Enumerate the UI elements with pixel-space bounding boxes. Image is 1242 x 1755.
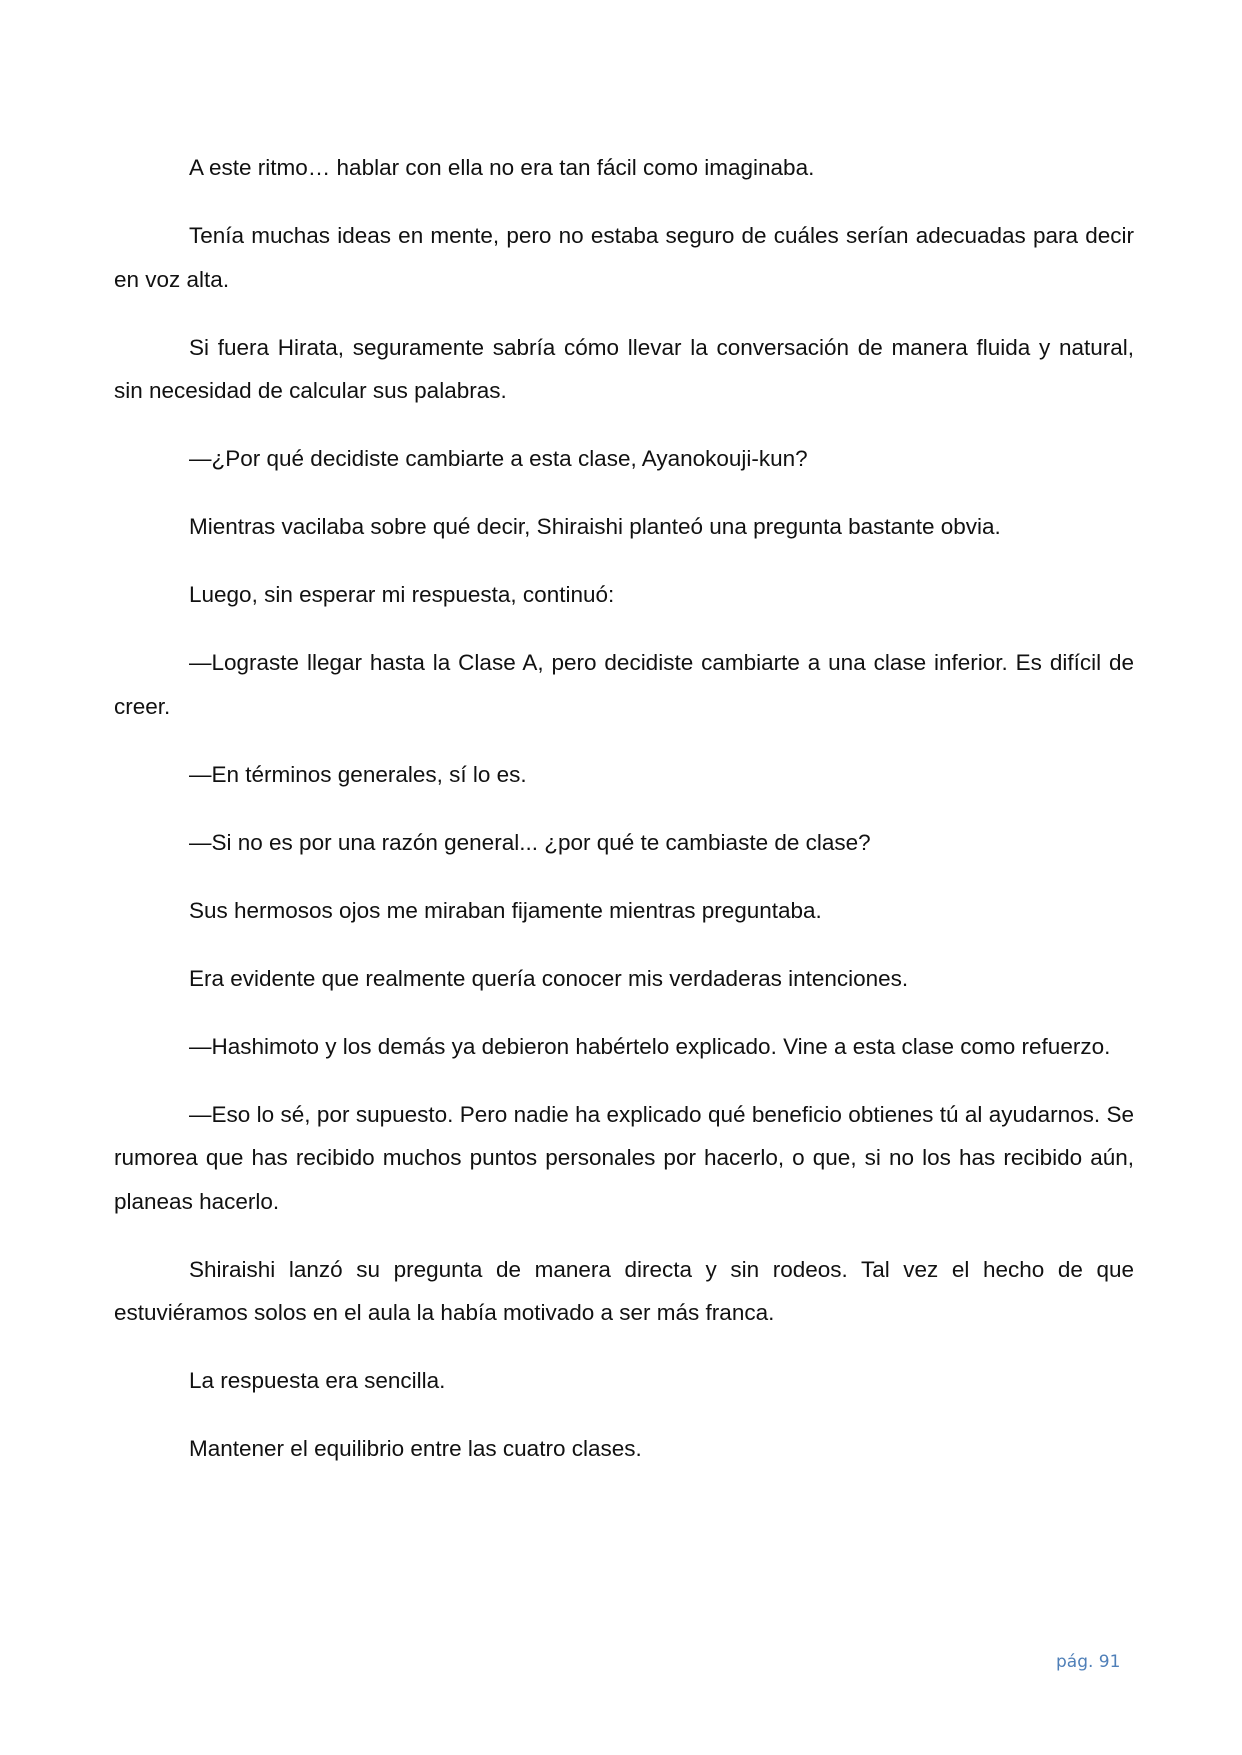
paragraph: Luego, sin esperar mi respuesta, continuó: <box>189 582 615 607</box>
paragraph: —Si no es por una razón general... ¿por qué te cambiaste de clase? <box>189 829 871 855</box>
paragraph: —Hashimoto y los demás ya debieron habértelo explicado. Vine a esta clase como refuerzo. <box>189 1033 1111 1059</box>
paragraph: Tenía muchas ideas en mente, pero no estaba seguro de cuáles serían adecuadas para decir en voz alta. <box>114 223 1134 292</box>
paragraph: Shiraishi lanzó su pregunta de manera directa y sin rodeos. Tal vez el hecho de que estuviéramos solos en el aula la había motivado a ser más franca. <box>114 1256 1134 1325</box>
paragraph: Si fuera Hirata, seguramente sabría cómo llevar la conversación de manera fluida y natural, sin necesidad de calcular sus palabras. <box>114 334 1134 403</box>
paragraph: Mantener el equilibrio entre las cuatro clases. <box>189 1436 642 1461</box>
paragraph: —Eso lo sé, por supuesto. Pero nadie ha explicado qué beneficio obtienes tú al ayudarnos. Se rumorea que has recibido muchos puntos personales por hacerlo, o que, si no los has recibido aún, planeas hacerlo. <box>114 1101 1134 1214</box>
paragraph: Era evidente que realmente quería conocer mis verdaderas intenciones. <box>189 965 909 991</box>
paragraph: Sus hermosos ojos me miraban fijamente mientras preguntaba. <box>189 897 822 923</box>
paragraph: —¿Por qué decidiste cambiarte a esta clase, Ayanokouji-kun? <box>189 446 808 471</box>
paragraph: —En términos generales, sí lo es. <box>189 761 527 787</box>
paragraph: —Lograste llegar hasta la Clase A, pero decidiste cambiarte a una clase inferior. Es difícil de creer. <box>114 650 1134 719</box>
page-number: pág. 91 <box>1056 1652 1121 1672</box>
paragraph: Mientras vacilaba sobre qué decir, Shiraishi planteó una pregunta bastante obvia. <box>189 514 1001 539</box>
paragraph: La respuesta era sencilla. <box>189 1368 446 1393</box>
body-text <box>114 146 1134 1495</box>
paragraph: A este ritmo… hablar con ella no era tan fácil como imaginaba. <box>189 155 815 180</box>
